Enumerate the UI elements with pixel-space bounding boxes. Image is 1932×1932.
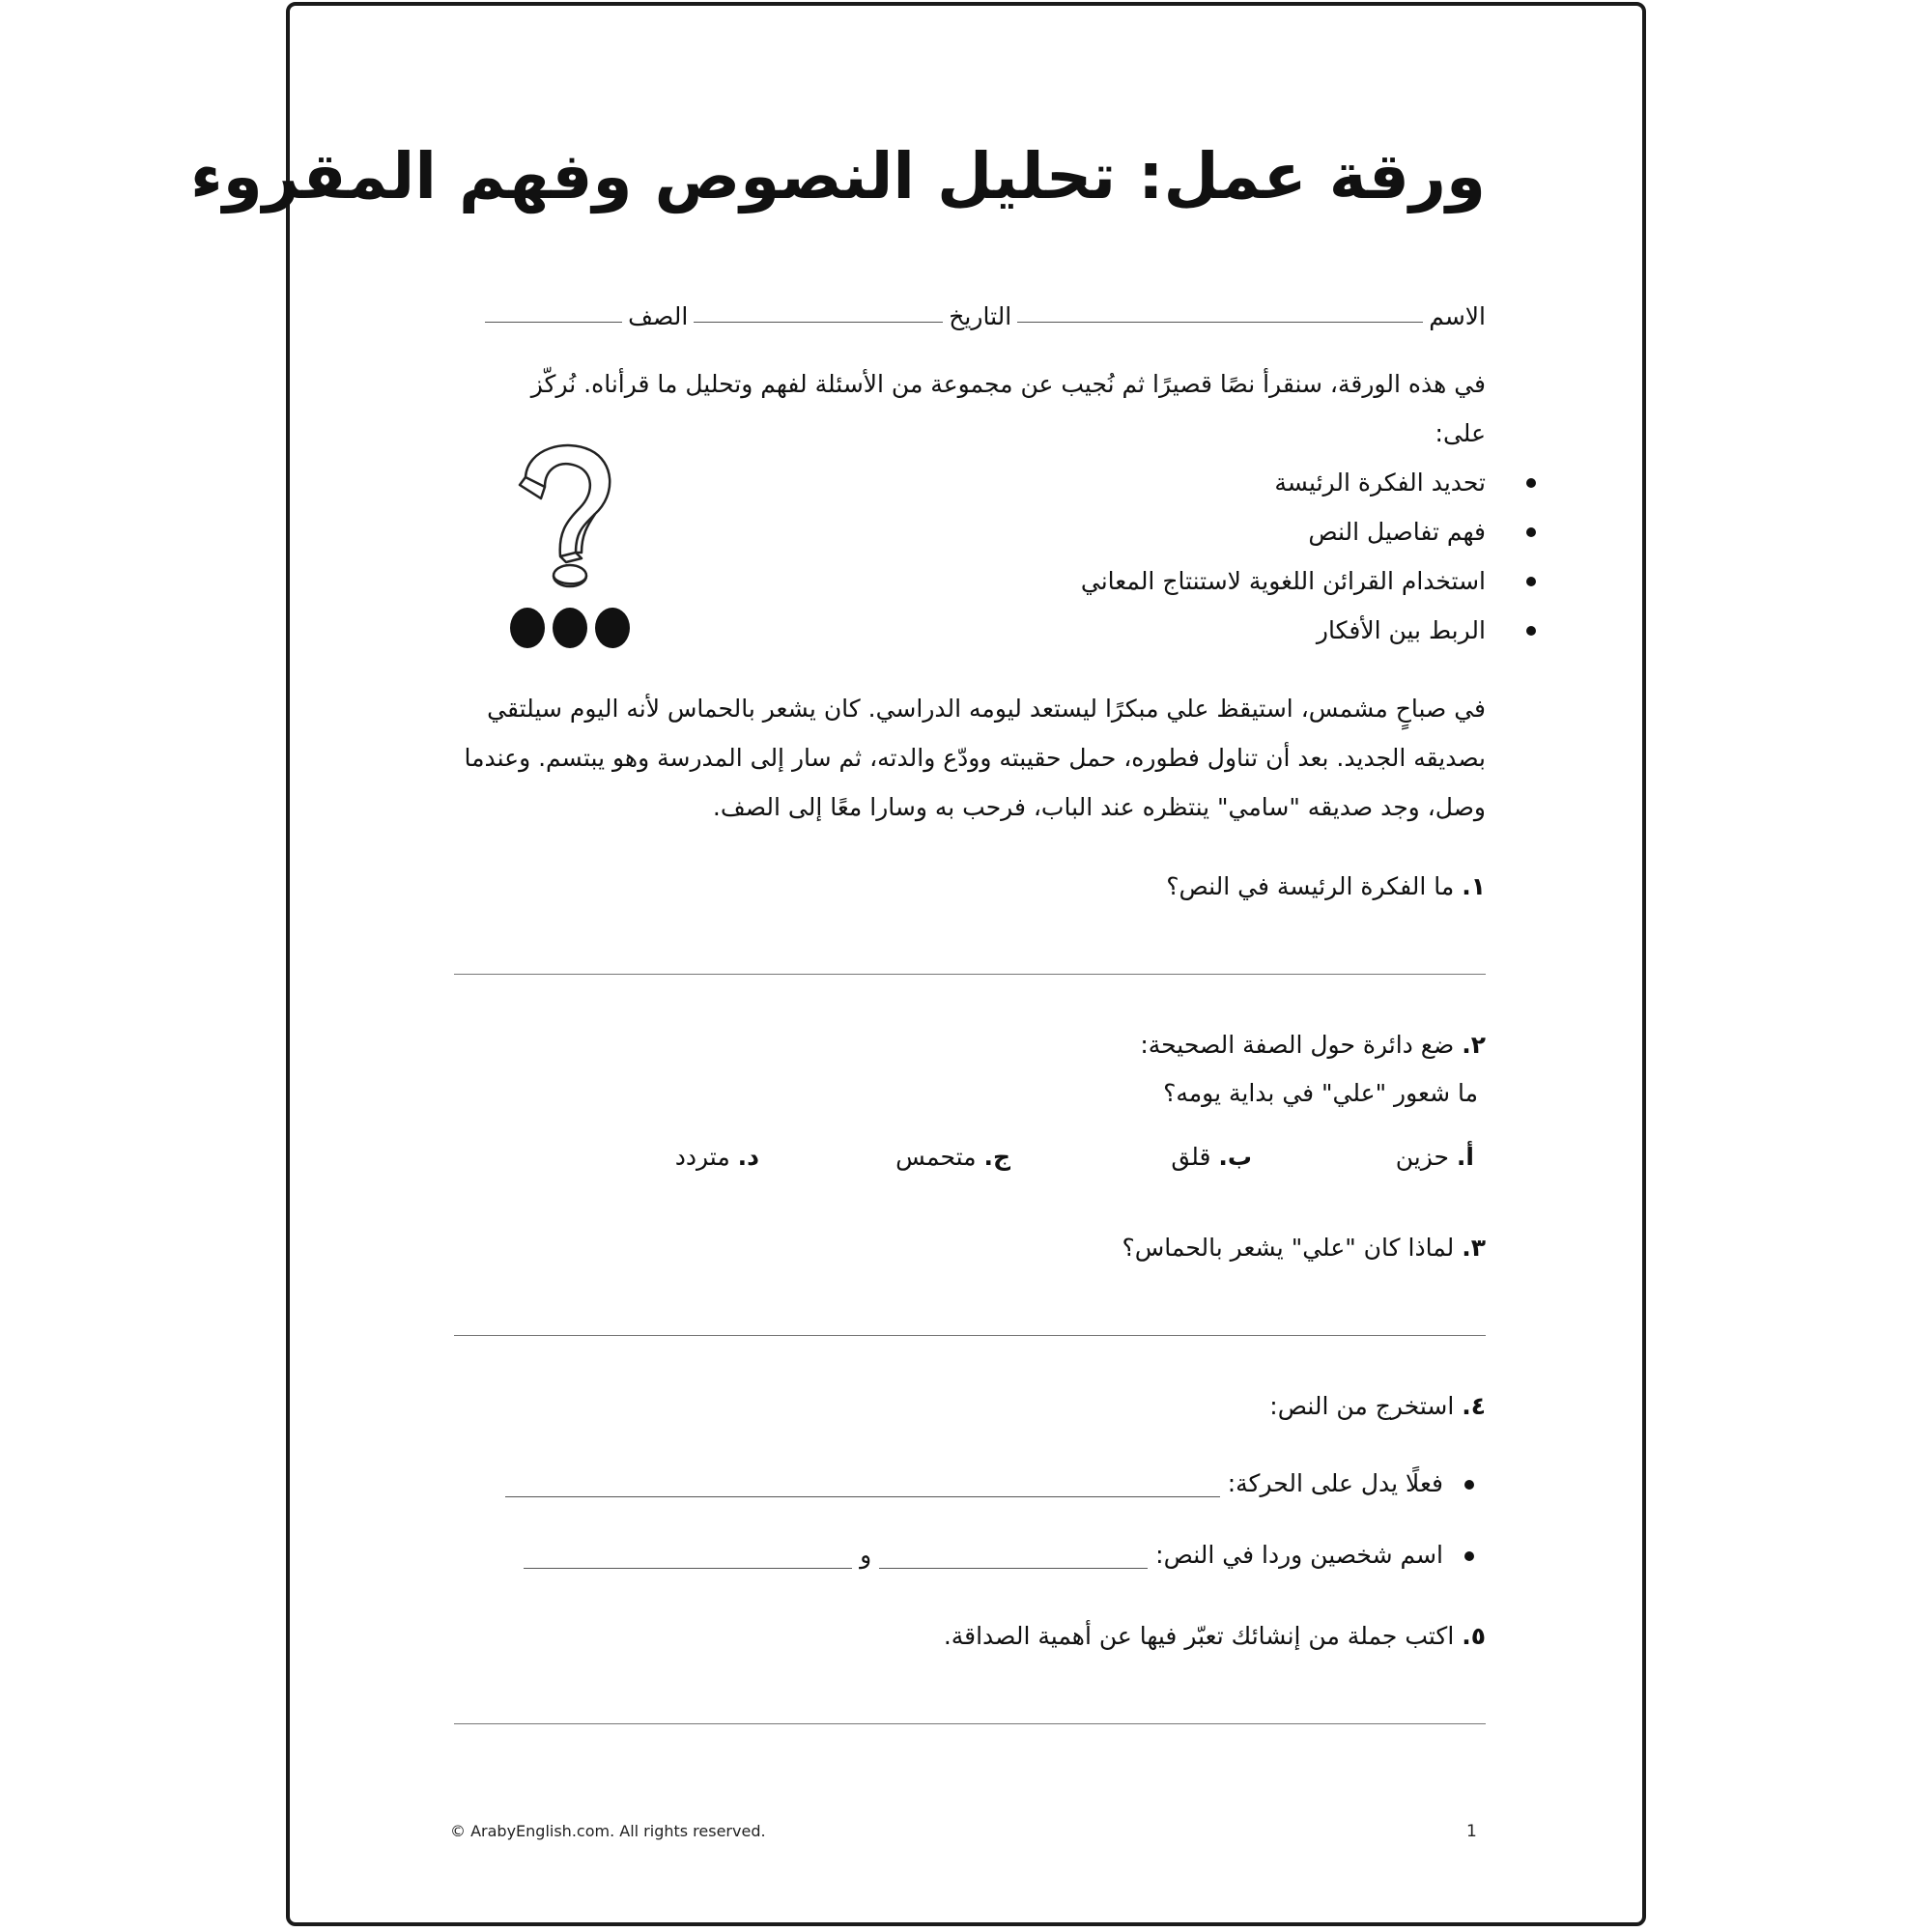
bullet-icon <box>1464 1551 1474 1561</box>
question-1 <box>454 867 1486 906</box>
choices-row <box>454 1138 1486 1177</box>
page-number: 1 <box>1466 1822 1477 1841</box>
date-field[interactable] <box>694 321 943 323</box>
choice-a[interactable]: أ. حزين <box>1395 1143 1474 1171</box>
question-text: اكتب جملة من إنشائك تعبّر فيها عن أهمية الصداقة. <box>943 1622 1455 1650</box>
question-mark-icon <box>498 439 653 651</box>
name-field[interactable] <box>1017 321 1423 323</box>
list-item: تحديد الفكرة الرئيسة <box>454 458 1486 507</box>
extract-names-row <box>454 1536 1486 1575</box>
choice-d[interactable]: د. متردد <box>674 1143 759 1171</box>
question-2 <box>454 1026 1486 1065</box>
and-conjunction: و <box>860 1541 872 1569</box>
name-two-field[interactable] <box>524 1567 852 1569</box>
worksheet-title: ورقة عمل: تحليل النصوص وفهم المقروء <box>189 139 1486 213</box>
reading-passage: في صباحٍ مشمس، استيقظ علي مبكرًا ليستعد ليومه الدراسي. كان يشعر بالحماس لأنه اليوم سيلتقي بصديقه الجديد. بعد أن تناول فطوره، حمل حقيبته وودّع والدته، ثم سار إلى المدرسة وهو يبتسم. وعندما وصل، وجد صديقه "سامي" ينتظره عند الباب، فرحب به وسارا معًا إلى الصف. <box>464 695 1486 821</box>
extract-verb-row <box>454 1464 1486 1503</box>
choice-c[interactable]: ج. متحمس <box>895 1143 1010 1171</box>
worksheet-page <box>189 2 1646 1926</box>
list-item: فهم تفاصيل النص <box>454 507 1486 556</box>
question-number: ١. <box>1462 872 1486 900</box>
choice-b[interactable]: ب. قلق <box>1171 1143 1252 1171</box>
extract-verb-field[interactable] <box>505 1495 1220 1497</box>
answer-line-5[interactable] <box>454 1723 1486 1724</box>
class-field[interactable] <box>485 321 622 323</box>
name-label: الاسم <box>1429 302 1486 330</box>
question-2-sub: ما شعور "علي" في بداية يومه؟ <box>1163 1079 1478 1107</box>
copyright-notice: © ArabyEnglish.com. All rights reserved. <box>450 1822 766 1840</box>
question-text: ما الفكرة الرئيسة في النص؟ <box>1166 872 1455 900</box>
name-one-field[interactable] <box>879 1567 1148 1569</box>
question-number: ٥. <box>1462 1622 1486 1650</box>
student-info-row <box>454 292 1486 330</box>
question-4 <box>454 1387 1486 1426</box>
question-text: ضع دائرة حول الصفة الصحيحة: <box>1140 1031 1455 1059</box>
answer-line-3[interactable] <box>454 1335 1486 1336</box>
date-label: التاريخ <box>949 302 1012 330</box>
question-number: ٢. <box>1462 1031 1486 1059</box>
extract-names-label: اسم شخصين وردا في النص: <box>1155 1541 1443 1569</box>
question-5 <box>454 1617 1486 1656</box>
question-text: لماذا كان "علي" يشعر بالحماس؟ <box>1122 1234 1455 1262</box>
question-number: ٤. <box>1462 1392 1486 1420</box>
class-label: الصف <box>628 302 689 330</box>
extract-verb-label: فعلًا يدل على الحركة: <box>1227 1469 1443 1497</box>
question-number: ٣. <box>1462 1234 1486 1262</box>
bullet-icon <box>1464 1480 1474 1490</box>
question-text: استخرج من النص: <box>1269 1392 1455 1420</box>
intro-text: في هذه الورقة، سنقرأ نصًا قصيرًا ثم نُجيب عن مجموعة من الأسئلة لفهم وتحليل ما قرأناه. نُركّز على: <box>530 370 1486 447</box>
answer-line-1[interactable] <box>454 974 1486 975</box>
question-3 <box>454 1229 1486 1267</box>
list-item: استخدام القرائن اللغوية لاستنتاج المعاني <box>454 556 1486 606</box>
list-item: الربط بين الأفكار <box>454 606 1486 655</box>
